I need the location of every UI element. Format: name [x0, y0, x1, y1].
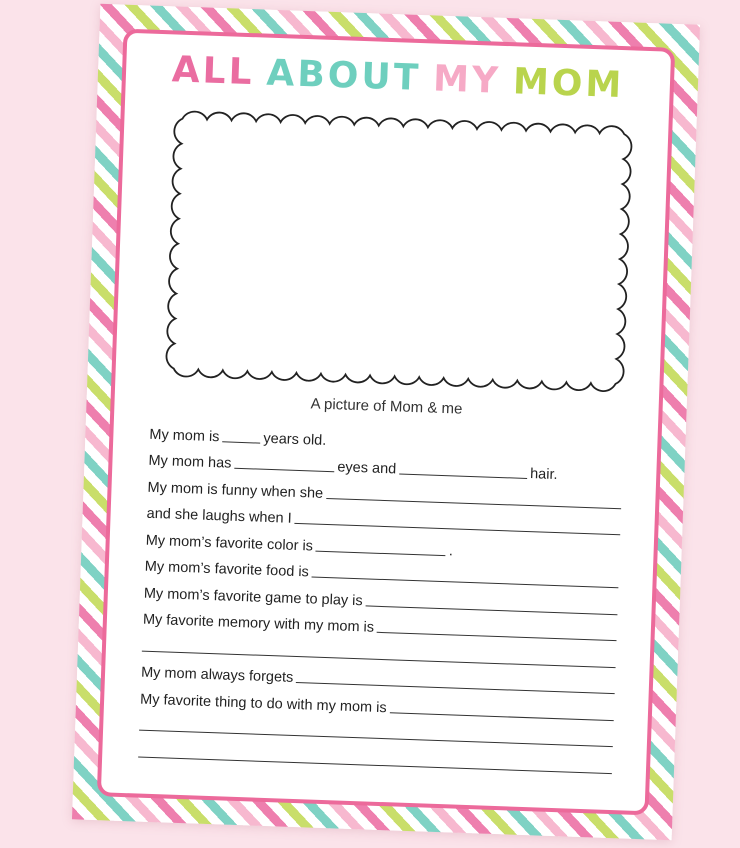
hair-blank[interactable]	[399, 458, 527, 478]
photo-caption: A picture of Mom & me	[310, 395, 463, 418]
title-word-about: ABOUT	[265, 52, 422, 100]
scalloped-border	[166, 111, 632, 392]
memory-label: My favorite memory with my mom is	[142, 611, 375, 636]
age-label: My mom is	[149, 426, 220, 445]
eyes-blank[interactable]	[234, 453, 334, 472]
title-word-my: MY	[432, 58, 502, 102]
age-suffix: years old.	[263, 430, 327, 449]
title-word-mom: MOM	[512, 61, 625, 107]
thing-label: My favorite thing to do with my mom is	[139, 691, 387, 716]
funny-label: My mom is funny when she	[147, 479, 324, 502]
has-label: My mom has	[148, 452, 232, 472]
fill-in-lines	[138, 416, 624, 777]
laughs-label: and she laughs when I	[146, 505, 292, 527]
page-title	[125, 47, 670, 110]
printable-sheet	[72, 4, 700, 840]
title-word-all: ALL	[171, 49, 256, 94]
worksheet-card	[97, 29, 675, 816]
photo-frame	[163, 108, 634, 394]
color-blank[interactable]	[316, 535, 446, 556]
color-label: My mom’s favorite color is	[145, 532, 314, 555]
forgets-label: My mom always forgets	[140, 664, 294, 686]
eyes-label: eyes and	[337, 459, 397, 478]
hair-label: hair.	[529, 466, 558, 484]
color-period: .	[448, 542, 454, 559]
game-label: My mom’s favorite game to play is	[143, 585, 363, 609]
age-blank[interactable]	[222, 426, 261, 443]
food-label: My mom’s favorite food is	[144, 558, 310, 581]
